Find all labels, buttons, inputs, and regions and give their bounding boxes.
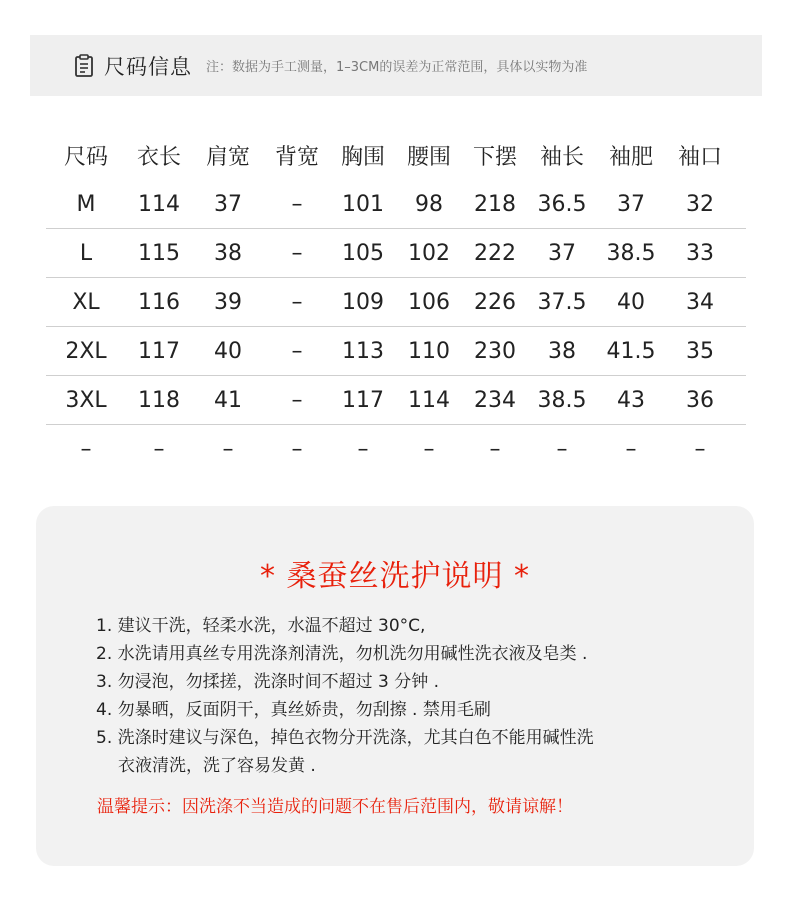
silk-care-card: [36, 506, 754, 866]
measure-cell: –: [291, 338, 303, 364]
column-header: 背宽: [274, 144, 319, 170]
measure-cell: 106: [408, 289, 450, 315]
column-header: 腰围: [406, 144, 451, 170]
measure-cell: 34: [686, 289, 714, 315]
care-item-text: 勿浸泡，勿揉搓，洗涤时间不超过 3 分钟 .: [117, 672, 440, 692]
size-cell: 2XL: [65, 338, 107, 364]
measure-cell: –: [694, 436, 706, 462]
measure-cell: –: [291, 191, 303, 217]
measure-cell: 116: [138, 289, 180, 315]
measure-cell: 37.5: [537, 289, 587, 315]
column-header: 衣长: [136, 144, 181, 170]
care-item: [96, 640, 594, 668]
measure-cell: 41: [214, 387, 242, 413]
measure-cell: 113: [342, 338, 384, 364]
measure-cell: 38.5: [537, 387, 587, 413]
measure-cell: 32: [686, 191, 714, 217]
column-header: 尺码: [63, 144, 108, 170]
care-item: [96, 724, 594, 780]
care-item-continuation: 衣液清洗，洗了容易发黄 .: [118, 756, 316, 776]
measure-cell: 37: [548, 240, 576, 266]
measurement-note: 注：数据为手工测量，1–3CM的误差为正常范围，具体以实物为准: [206, 60, 588, 75]
care-item-text: 洗涤时建议与深色，掉色衣物分开洗涤，尤其白色不能用碱性洗: [117, 728, 594, 748]
warm-tip: 温馨提示：因洗涤不当造成的问题不在售后范围内，敬请谅解！: [97, 797, 573, 817]
table-body: [46, 180, 746, 473]
table-row: [46, 278, 746, 327]
care-item-text: 勿暴晒，反面阴干，真丝娇贵，勿刮擦 . 禁用毛刷: [117, 700, 491, 720]
table-row: [46, 376, 746, 425]
measure-cell: 38: [548, 338, 576, 364]
care-item-text: 水洗请用真丝专用洗涤剂清洗，勿机洗勿用碱性洗衣液及皂类 .: [117, 644, 588, 664]
column-header: 下摆: [472, 144, 517, 170]
care-item: [96, 668, 594, 696]
measure-cell: 115: [138, 240, 180, 266]
table-row: [46, 180, 746, 229]
measure-cell: –: [489, 436, 501, 462]
size-info-header: [30, 35, 762, 96]
document-icon: [74, 54, 94, 78]
table-row: [46, 327, 746, 376]
measure-cell: –: [222, 436, 234, 462]
measure-cell: 43: [617, 387, 645, 413]
measure-cell: 36.5: [537, 191, 587, 217]
measure-cell: 109: [342, 289, 384, 315]
measure-cell: –: [291, 436, 303, 462]
measure-cell: 36: [686, 387, 714, 413]
measure-cell: 41.5: [606, 338, 656, 364]
measure-cell: 105: [342, 240, 384, 266]
measure-cell: –: [291, 289, 303, 315]
size-cell: 3XL: [65, 387, 107, 413]
care-item-text: 建议干洗，轻柔水洗，水温不超过 30°C,: [117, 616, 426, 636]
column-header: 胸围: [340, 144, 385, 170]
measure-cell: 40: [617, 289, 645, 315]
measure-cell: 114: [138, 191, 180, 217]
size-cell: L: [79, 240, 93, 266]
measure-cell: 117: [342, 387, 384, 413]
measure-cell: 102: [408, 240, 450, 266]
measure-cell: 33: [686, 240, 714, 266]
care-item-number: 3.: [96, 672, 113, 692]
measure-cell: 35: [686, 338, 714, 364]
care-item-number: 1.: [96, 616, 113, 636]
measure-cell: 39: [214, 289, 242, 315]
table-row: [46, 229, 746, 278]
measure-cell: 218: [474, 191, 516, 217]
page-title: 尺码信息: [104, 54, 192, 79]
column-header: 袖口: [677, 144, 722, 170]
measure-cell: –: [357, 436, 369, 462]
measure-cell: 38.5: [606, 240, 656, 266]
care-item-number: 5.: [96, 728, 113, 748]
measure-cell: 37: [617, 191, 645, 217]
measure-cell: 110: [408, 338, 450, 364]
column-header: 袖长: [539, 144, 584, 170]
measure-cell: 222: [474, 240, 516, 266]
measure-cell: 38: [214, 240, 242, 266]
measure-cell: 226: [474, 289, 516, 315]
care-item: [96, 612, 594, 640]
measure-cell: 234: [474, 387, 516, 413]
measure-cell: –: [153, 436, 165, 462]
measure-cell: –: [625, 436, 637, 462]
measure-cell: 98: [415, 191, 443, 217]
measure-cell: –: [291, 387, 303, 413]
size-cell: M: [76, 191, 96, 217]
measure-cell: 114: [408, 387, 450, 413]
care-item: [96, 696, 594, 724]
table-header-row: [46, 130, 746, 180]
measure-cell: 117: [138, 338, 180, 364]
measure-cell: 118: [138, 387, 180, 413]
measure-cell: 40: [214, 338, 242, 364]
measure-cell: 101: [342, 191, 384, 217]
measure-cell: 37: [214, 191, 242, 217]
care-title: * 桑蚕丝洗护说明 *: [259, 559, 531, 594]
table-row: [46, 425, 746, 473]
measure-cell: –: [291, 240, 303, 266]
care-item-number: 4.: [96, 700, 113, 720]
measure-cell: –: [423, 436, 435, 462]
measure-cell: 230: [474, 338, 516, 364]
size-cell: –: [80, 436, 92, 462]
care-item-number: 2.: [96, 644, 113, 664]
care-list: [96, 612, 594, 780]
column-header: 肩宽: [205, 144, 250, 170]
measure-cell: –: [556, 436, 568, 462]
size-cell: XL: [72, 289, 100, 315]
size-table: [46, 130, 746, 473]
column-header: 袖肥: [608, 144, 653, 170]
